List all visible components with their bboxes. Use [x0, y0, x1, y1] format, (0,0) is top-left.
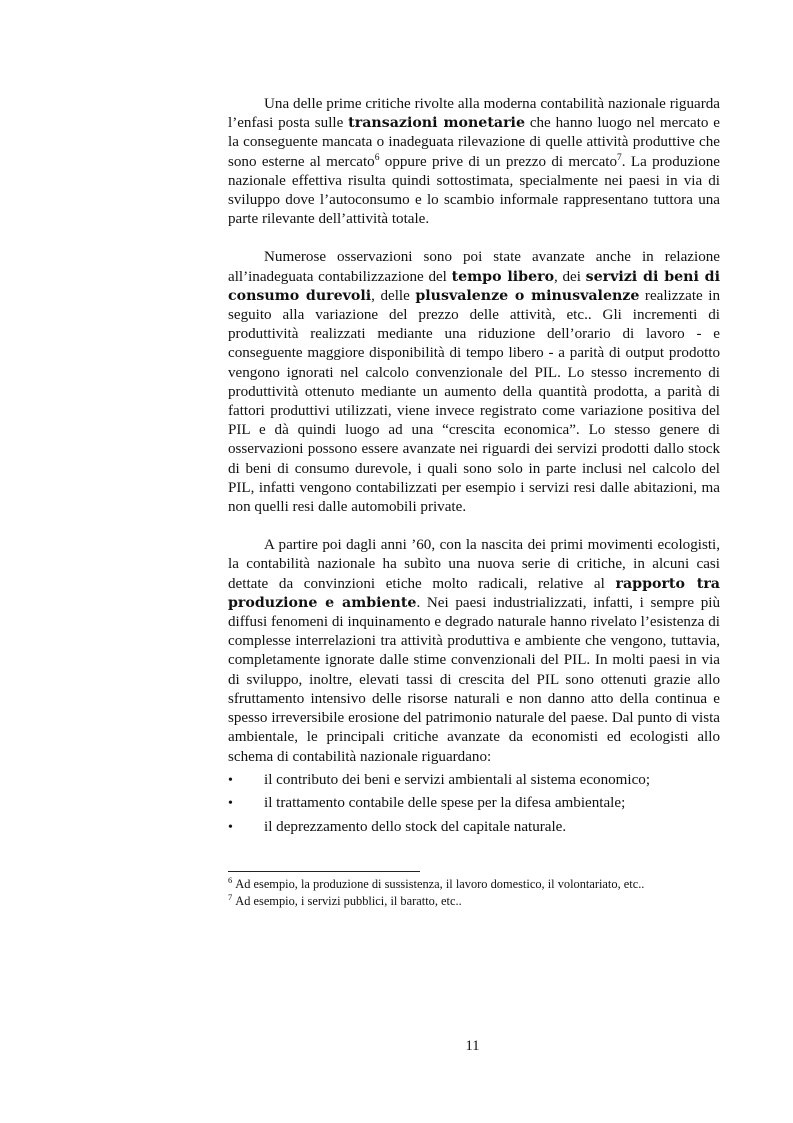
bold-term: rapporto tra produzione e ambiente	[228, 575, 720, 611]
footnote-text: Ad esempio, la produzione di sussistenza, il lavoro domestico, il volontariato, etc..	[235, 877, 645, 891]
text-run: realizzate in seguito alla variazione del prezzo delle attività, etc.. Gli incrementi di produttività realizzati mediante una riduzione dell’orario di lavoro - e conseguente maggiore disponibilità di tempo libero - a parità di output prodotto vengono ignorati nel calcolo convenzionale del PIL. Lo stesso incremento di produttività ottenuto mediante un aumento della quantità prodotta, a parità di fattori produttivi utilizzati, viene invece registrato come variazione positiva del PIL e dà quindi luogo ad una “crescita economica”. Lo stesso genere di osservazioni possono essere avanzate nei riguardi dei servizi prodotti dallo stock di beni di consumo durevole, i quali sono solo in parte inclusi nel calcolo del PIL, infatti vengono contabilizzati per esempio i servizi resi dalle abitazioni, ma non quelli resi dalle automobili private.	[228, 287, 721, 516]
footnotes	[228, 876, 720, 909]
text-run: A partire poi dagli anni ’60, con la nascita dei primi movimenti ecologisti, la contabilità nazionale ha subìto una nuova serie di critiche, in alcuni casi dettate da convinzioni etiche molto radicali, relative al	[228, 537, 720, 592]
list-item	[228, 769, 720, 793]
text-run: oppure prive di un prezzo di mercato	[379, 153, 618, 170]
text-run: Una delle prime critiche rivolte alla moderna contabilità nazionale riguarda l’enfasi posta sulle	[228, 96, 720, 132]
text-run: che hanno luogo nel mercato e la conseguente mancata o inadeguata rilevazione di quelle attività produttive che sono esterne al mercato	[228, 115, 720, 170]
text-run: , dei	[554, 268, 586, 285]
bullet-icon: •	[228, 772, 233, 788]
list-item-text: il trattamento contabile delle spese per la difesa ambientale;	[264, 795, 626, 812]
bullet-icon: •	[228, 819, 233, 835]
bullet-list	[228, 769, 720, 840]
footnote-number: 7	[228, 891, 233, 902]
bullet-icon: •	[228, 796, 233, 812]
list-item	[228, 792, 720, 816]
text-run: Numerose osservazioni sono poi state avanzate anche in relazione all’inadeguata contabilizzazione del	[228, 249, 720, 285]
footnote-separator	[228, 871, 420, 872]
paragraph-1	[228, 95, 720, 229]
footnote-number: 6	[228, 875, 233, 885]
page-number: 11	[465, 1038, 480, 1054]
bold-term: tempo libero	[451, 268, 555, 285]
bold-term: transazioni monetarie	[348, 115, 525, 132]
footnote-ref: 7	[617, 152, 622, 163]
paragraph-3	[228, 536, 720, 766]
list-item-text: il contributo dei beni e servizi ambientali al sistema economico;	[264, 771, 651, 788]
paragraph-2	[228, 248, 720, 517]
footnote-ref: 6	[374, 152, 380, 163]
main-text	[228, 95, 720, 839]
footnote	[228, 893, 720, 910]
bold-term: plusvalenze o minusvalenze	[415, 287, 640, 304]
text-run: . Nei paesi industrializzati, infatti, i sempre più diffusi fenomeni di inquinamento e degrado naturale hanno rivelato l’esistenza di complesse interrelazioni tra attività produttiva e ambiente che vengono, tuttavia, completamente ignorate dalle stime convenzionali del PIL. In molti paesi in via di sviluppo, inoltre, elevati tassi di crescita del PIL sono ottenuti grazie allo sfruttamento intensivo delle risorse naturali e non danno atto della continua e spesso irreversibile erosione del patrimonio naturale del paese. Dal punto di vista ambientale, le principali critiche avanzate da economisti ed ecologisti allo schema di contabilità nazionale riguardano:	[228, 594, 720, 765]
text-run: . La produzione nazionale effettiva risulta quindi sottostimata, specialmente nei paesi in via di sviluppo dove l’autoconsumo e lo scambio informale rappresentano tuttora una parte rilevante dell’attività totale.	[228, 153, 721, 228]
footnote	[228, 876, 720, 893]
bold-term: servizi di beni di consumo durevoli	[228, 268, 720, 304]
footnote-text: Ad esempio, i servizi pubblici, il baratto, etc..	[235, 893, 462, 908]
list-item-text: il deprezzamento dello stock del capitale naturale.	[264, 818, 567, 835]
list-item	[228, 816, 720, 840]
text-run: , delle	[371, 287, 416, 304]
